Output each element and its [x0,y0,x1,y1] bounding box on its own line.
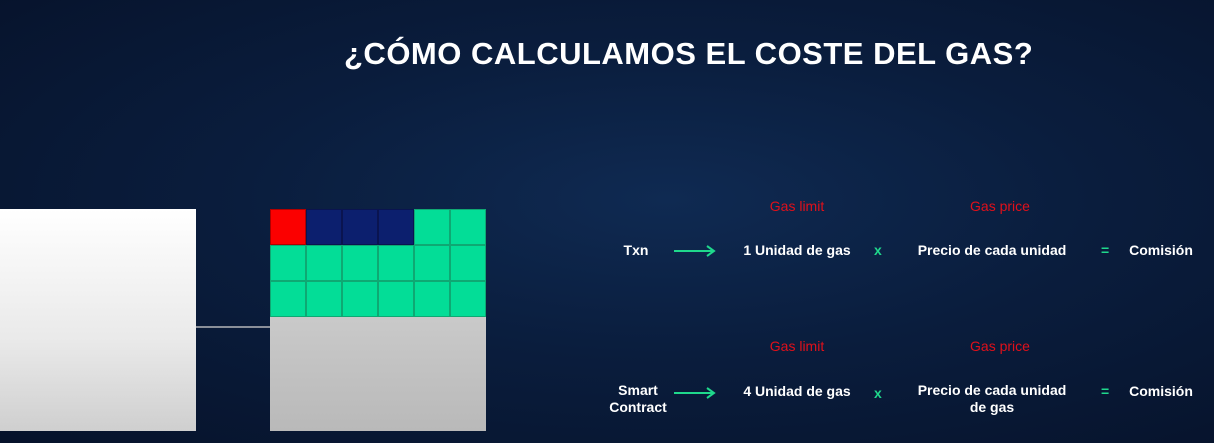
formula2-source-line2: Contract [609,399,667,415]
formula2-result: Comisión [1129,383,1193,399]
grid-cell-red [270,209,306,245]
formula2-gas-limit-label: Gas limit [769,338,825,354]
arrow-right-icon [673,386,719,400]
grid-cell-green [450,281,486,317]
formula1-units: 1 Unidad de gas [743,242,851,258]
multiply-sign: x [874,385,882,401]
formula2-price-line1: Precio de cada unidad [917,382,1067,398]
formula1-source: Txn [623,242,649,258]
arrow-right-icon [673,244,719,258]
multiply-sign: x [874,242,882,258]
formula1-result: Comisión [1129,242,1193,258]
grid-cell-green [414,281,450,317]
block-grid [270,209,486,317]
grid-cell-green [270,245,306,281]
grid-cell-navy [306,209,342,245]
formula1-gas-limit-label: Gas limit [769,198,825,214]
grid-cell-navy [342,209,378,245]
formula1-gas-price-label: Gas price [970,198,1030,214]
grid-cell-green [414,209,450,245]
page-title: ¿CÓMO CALCULAMOS EL COSTE DEL GAS? [344,36,1034,71]
grid-cell-green [306,245,342,281]
equals-sign: = [1101,383,1110,399]
grid-cell-green [378,281,414,317]
grid-cell-green [306,281,342,317]
block-right [270,209,486,431]
formula2-gas-price-label: Gas price [970,338,1030,354]
formula2-source-line1: Smart [618,382,658,398]
formula2-source [609,382,667,416]
grid-cell-green [342,281,378,317]
grid-cell-green [450,209,486,245]
grid-cell-green [270,281,306,317]
grid-cell-green [342,245,378,281]
formula1-price: Precio de cada unidad [917,242,1067,258]
block-connector-line [196,326,272,328]
formula2-price-line2: de gas [969,399,1015,415]
equals-sign: = [1101,242,1110,258]
formula2-price [918,382,1067,416]
block-left [0,209,196,431]
grid-cell-green [414,245,450,281]
grid-cell-navy [378,209,414,245]
grid-cell-green [378,245,414,281]
grid-cell-green [450,245,486,281]
formula2-units: 4 Unidad de gas [743,383,851,399]
